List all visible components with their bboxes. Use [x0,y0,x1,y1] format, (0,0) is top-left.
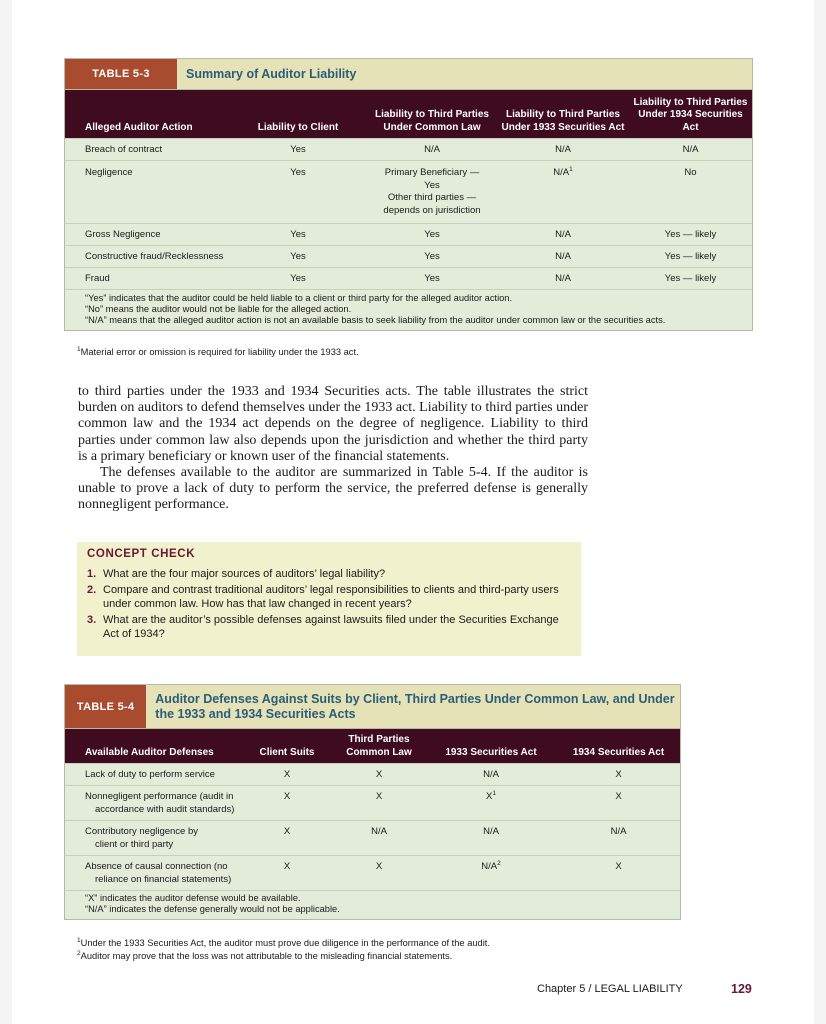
table-row [65,785,680,820]
concept-check-title: CONCEPT CHECK [87,548,196,560]
table-header [65,729,680,763]
table-label: TABLE 5-3 [65,59,177,89]
concept-question [87,613,571,641]
table-cell: Yes [290,167,306,178]
table-cell: N/A [610,826,627,837]
table-5-4 [64,684,681,920]
table-row [65,245,752,267]
footnote-text: Auditor may prove that the loss was not attributable to the misleading financial statements. [80,951,453,961]
cell-line: accordance with audit standards) [95,803,235,815]
table-cell: Yes — likely [664,251,717,262]
table-row [65,267,752,289]
body-paragraph: The defenses available to the auditor are summarized in Table 5-4. If the auditor is unable to prove a lack of duty to perform the service, the preferred defense is generally nonnegligent performance. [78,465,588,513]
footnote-marker: 1 [492,789,496,797]
table-cell: Yes — likely [664,273,717,284]
table-cell: X [615,769,622,780]
table-cell: X [375,769,383,780]
footnote-marker: 2 [77,949,81,957]
cell-line: Contributory negligence by [85,826,199,837]
concept-question [87,583,571,611]
table-cell: X [283,769,291,780]
body-text [78,384,588,514]
footnote-marker: 1 [77,936,81,944]
table-cell [367,167,497,217]
table-cell: Yes — likely [664,229,717,240]
table-cell: Yes [424,273,440,284]
cell-line: Other third parties — [387,192,477,203]
cell-value: N/A [481,861,498,872]
header-cell: Available Auditor Defenses [85,746,214,758]
table-note: “N/A” indicates the defense generally would not be applicable. [85,904,340,914]
table-cell: N/A [371,826,387,837]
table-note: “No” means the auditor would not be liable for the alleged action. [85,304,352,314]
concept-check-box [77,542,581,656]
table-cell: N/A [424,144,440,155]
header-cell: Client Suits [259,746,315,758]
table-5-3 [64,58,753,331]
table-note: “Yes” indicates that the auditor could be held liable to a client or third party for the alleged auditor action. [85,293,513,303]
table-cell: Fraud [85,273,110,284]
table-cell: Constructive fraud/Recklessness [85,251,224,262]
table-cell: X [283,791,291,802]
table-cell [425,769,557,782]
footnote-text: Material error or omission is required for liability under the 1933 act. [80,347,359,357]
table-header [65,90,752,138]
cell-line: Nonnegligent performance (audit in [85,791,234,802]
table-title: Summary of Auditor Liability [186,66,357,81]
cell-value: X [486,791,493,802]
table-caption [65,685,680,729]
table-row [65,160,752,223]
table-cell: X [283,861,291,872]
table-cell: N/A [555,273,571,284]
header-cell: 1933 Securities Act [445,746,537,758]
header-cell: Third Parties Common Law [346,734,412,758]
page-number: 129 [731,982,752,996]
footnote-marker: 2 [497,859,501,867]
concept-question [87,567,571,581]
table-footnote [77,346,359,358]
cell-value: N/A [553,167,570,178]
cell-value: N/A [483,769,499,780]
header-cell: Alleged Auditor Action [85,121,193,133]
table-cell: No [684,167,697,178]
cell-line: Absence of causal connection (no [85,861,228,872]
table-cell: Breach of contract [85,144,163,155]
cell-line: client or third party [95,838,174,850]
table-cell [425,861,557,874]
table-cell: X [615,791,622,802]
question-number: 2. [87,584,97,596]
table-cell: N/A [682,144,699,155]
header-cell: 1934 Securities Act [572,746,665,758]
body-paragraph: to third parties under the 1933 and 1934 Securities acts. The table illustrates the strict burden on auditors to defend themselves under the 1933 act. Liability to third parties under common law and the 1934 act depends on the degree of negligence. Liability to third parties under common law also depends upon the jurisdiction and whether the third party is a primary beneficiary or known user of the financial statements. [78,384,588,464]
table-cell: Yes [290,273,306,284]
table-cell: Yes [290,144,306,155]
header-cell: Liability to Third Parties Under Common Law [375,109,489,133]
question-number: 3. [87,614,97,626]
question-text: What are the four major sources of auditors’ legal liability? [103,568,386,580]
cell-line: reliance on financial statements) [95,873,232,885]
table-footnote [77,937,490,949]
cell-line: Yes [424,179,440,191]
cell-line: Lack of duty to perform service [85,769,215,780]
table-cell: Yes [424,229,440,240]
table-cell [425,826,557,839]
table-caption [65,59,752,90]
header-cell: Liability to Third Parties Under 1934 Securities Act [633,96,748,133]
footnote-marker: 1 [569,165,573,173]
table-label: TABLE 5-4 [65,685,146,728]
table-cell: Yes [290,229,306,240]
running-footer: Chapter 5 / LEGAL LIABILITY [537,983,683,995]
cell-line: Primary Beneficiary — [384,167,480,178]
question-text: What are the auditor’s possible defenses against lawsuits filed under the Securities Exchange Act of 1934? [103,614,559,640]
table-cell: N/A [555,229,571,240]
table-cell: Gross Negligence [85,229,161,240]
question-number: 1. [87,568,97,580]
cell-line: depends on jurisdiction [383,204,481,216]
table-cell [65,826,241,851]
table-cell: N/A [555,144,571,155]
table-cell: Yes [424,251,440,262]
table-footnote [77,950,452,962]
table-row [65,763,680,785]
table-row [65,820,680,855]
table-row [65,855,680,890]
table-row [65,223,752,245]
table-cell [65,791,241,816]
table-cell: Yes [290,251,306,262]
table-cell: X [283,826,291,837]
header-cell: Liability to Client [257,121,339,133]
table-cell: X [375,861,383,872]
table-cell: X [375,791,383,802]
table-notes [65,890,680,919]
table-note: “X” indicates the auditor defense would be available. [85,893,301,903]
table-row [65,138,752,160]
table-cell [497,167,629,180]
table-cell [65,861,241,886]
footnote-text: Under the 1933 Securities Act, the auditor must prove due diligence in the performance of the audit. [80,938,490,948]
table-cell [425,791,557,804]
table-cell [65,769,241,782]
table-cell: X [615,861,622,872]
table-notes [65,289,752,330]
table-title: Auditor Defenses Against Suits by Client, Third Parties Under Common Law, and Under the 1933 and 1934 Securities Acts [155,691,675,721]
table-cell: N/A [555,251,571,262]
cell-value: N/A [483,826,499,837]
question-text: Compare and contrast traditional auditors’ legal responsibilities to clients and third-party users under common law. How has that law changed in recent years? [103,584,559,610]
table-cell: Negligence [85,167,133,178]
header-cell: Liability to Third Parties Under 1933 Securities Act [501,109,625,133]
footnote-marker: 1 [77,345,81,353]
table-note: “N/A” means that the alleged auditor action is not an available basis to seek liability from the auditor under common law or the securities acts. [85,315,666,325]
